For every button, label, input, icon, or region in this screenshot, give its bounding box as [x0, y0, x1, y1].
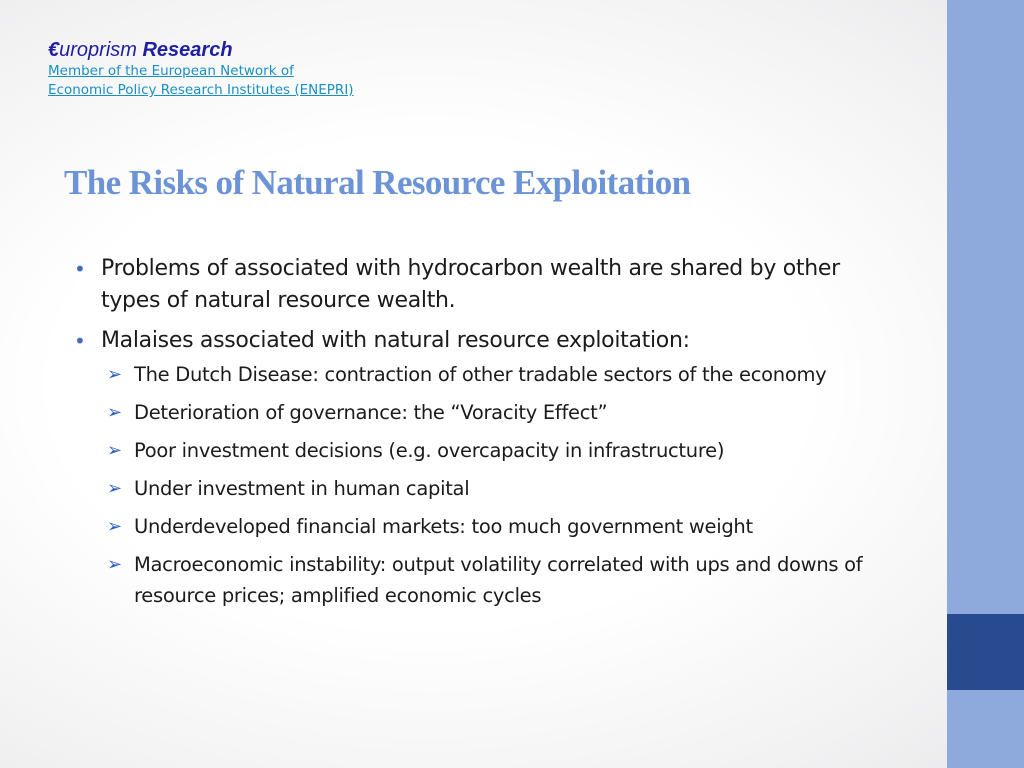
sub-bullet-text: Poor investment decisions (e.g. overcapacity in infrastructure) [134, 439, 725, 462]
sub-bullet-text: Macroeconomic instability: output volatility correlated with ups and downs of resource prices; amplified economic cycles [134, 553, 863, 607]
slide-header [48, 38, 354, 100]
sub-bullet-item [74, 435, 904, 466]
arrow-bullet-icon: ➢ [107, 478, 122, 499]
right-sidebar-accent-block [947, 614, 1024, 690]
arrow-bullet-icon: ➢ [107, 554, 122, 575]
sub-bullet-item [74, 549, 904, 611]
bullet-dot-icon: • [74, 329, 86, 353]
brand-logo [48, 38, 354, 62]
bullet-text: Malaises associated with natural resource exploitation: [101, 328, 690, 353]
arrow-bullet-icon: ➢ [107, 402, 122, 423]
sub-bullet-text: Deterioration of governance: the “Voracity Effect” [134, 401, 608, 424]
brand-euro-sign: € [48, 39, 60, 61]
sub-bullet-text: Under investment in human capital [134, 477, 470, 500]
sub-bullet-item [74, 359, 904, 390]
bullet-item [74, 325, 904, 611]
arrow-bullet-icon: ➢ [107, 516, 122, 537]
brand-research: Research [142, 39, 233, 61]
sub-bullet-list [74, 359, 904, 611]
sub-bullet-item [74, 511, 904, 542]
member-link-line-1[interactable]: Member of the European Network of [48, 63, 294, 79]
arrow-bullet-icon: ➢ [107, 440, 122, 461]
slide-title: The Risks of Natural Resource Exploitation [64, 163, 691, 202]
sub-bullet-item [74, 473, 904, 504]
sub-bullet-text: The Dutch Disease: contraction of other tradable sectors of the economy [134, 363, 827, 386]
sub-bullet-text: Underdeveloped financial markets: too much government weight [134, 515, 753, 538]
member-link-line-2[interactable]: Economic Policy Research Institutes (ENEPRI) [48, 82, 354, 98]
arrow-bullet-icon: ➢ [107, 364, 122, 385]
sub-bullet-item [74, 397, 904, 428]
bullet-text: Problems of associated with hydrocarbon wealth are shared by other types of natural resource wealth. [101, 256, 840, 313]
bullet-dot-icon: • [74, 257, 86, 281]
slide-content [74, 253, 904, 619]
brand-name: uroprism [59, 39, 137, 61]
bullet-list [74, 253, 904, 611]
bullet-item [74, 253, 904, 317]
